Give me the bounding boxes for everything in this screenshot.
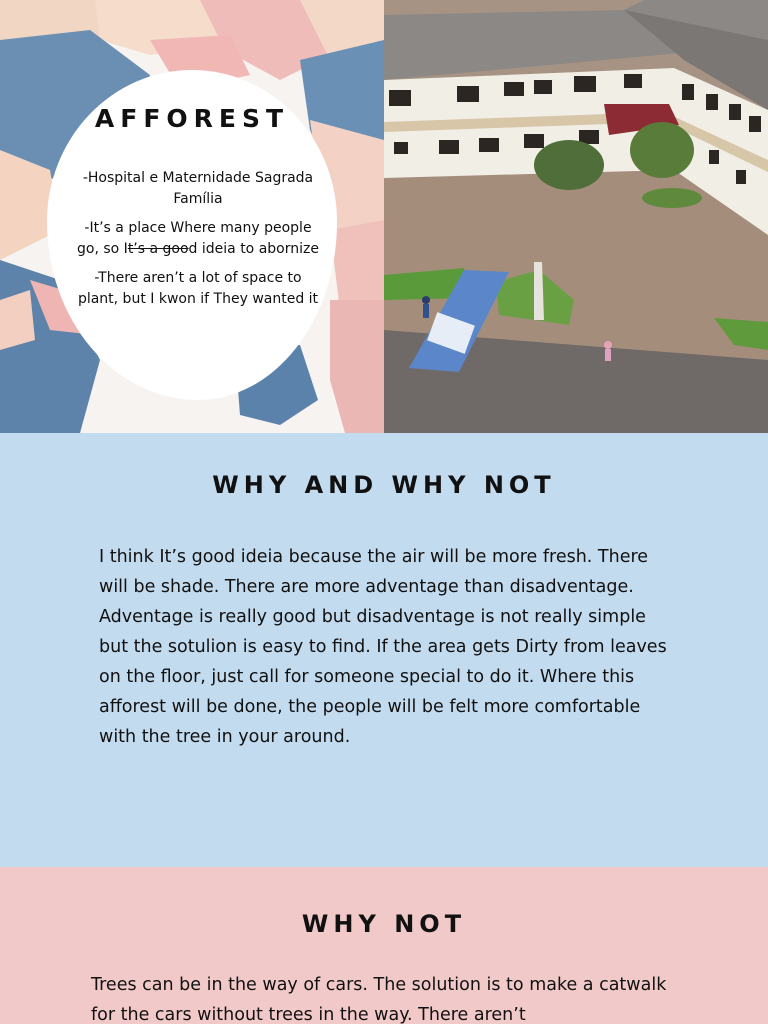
page-title: AFFOREST bbox=[94, 104, 290, 133]
why-not-paragraph: Trees can be in the way of cars. The solution is to make a catwalk for the cars without trees in the way. There aren’t bbox=[91, 975, 667, 1024]
hospital-photo bbox=[384, 0, 768, 433]
struck-text: t’s a goo bbox=[127, 241, 189, 257]
why-not-heading: WHY NOT bbox=[301, 910, 467, 938]
bullet-space: -There aren’t a lot of space to plant, but I kwon if They wanted it bbox=[77, 270, 319, 307]
intro-section bbox=[0, 0, 768, 433]
hospital-aerial-image bbox=[384, 0, 768, 433]
why-not-section bbox=[0, 867, 768, 1024]
bullet-place-reason bbox=[76, 218, 320, 260]
intro-bullets bbox=[76, 168, 320, 318]
why-and-why-not-paragraph: I think It’s good ideia because the air will be more fresh. There will be shade. There are more adventage than disadventage. Adventage is really good but disadventage is not really simple but the sotulion is easy to find. If the area gets Dirty from leaves on the floor, just call for someone special to do it. Where this afforest will be done, the people will be felt more comfortable with the tree in your around. bbox=[99, 547, 667, 747]
watercolor-art-panel bbox=[0, 0, 384, 433]
why-and-why-not-heading: WHY AND WHY NOT bbox=[212, 471, 556, 499]
bullet-place-reason-start: -It’s a place Where many people go, so I bbox=[77, 220, 312, 257]
why-and-why-not-section bbox=[0, 433, 768, 867]
bullet-place-reason-end: d ideia to abornize bbox=[188, 241, 319, 257]
bullet-location: -Hospital e Maternidade Sagrada Família bbox=[82, 170, 314, 207]
